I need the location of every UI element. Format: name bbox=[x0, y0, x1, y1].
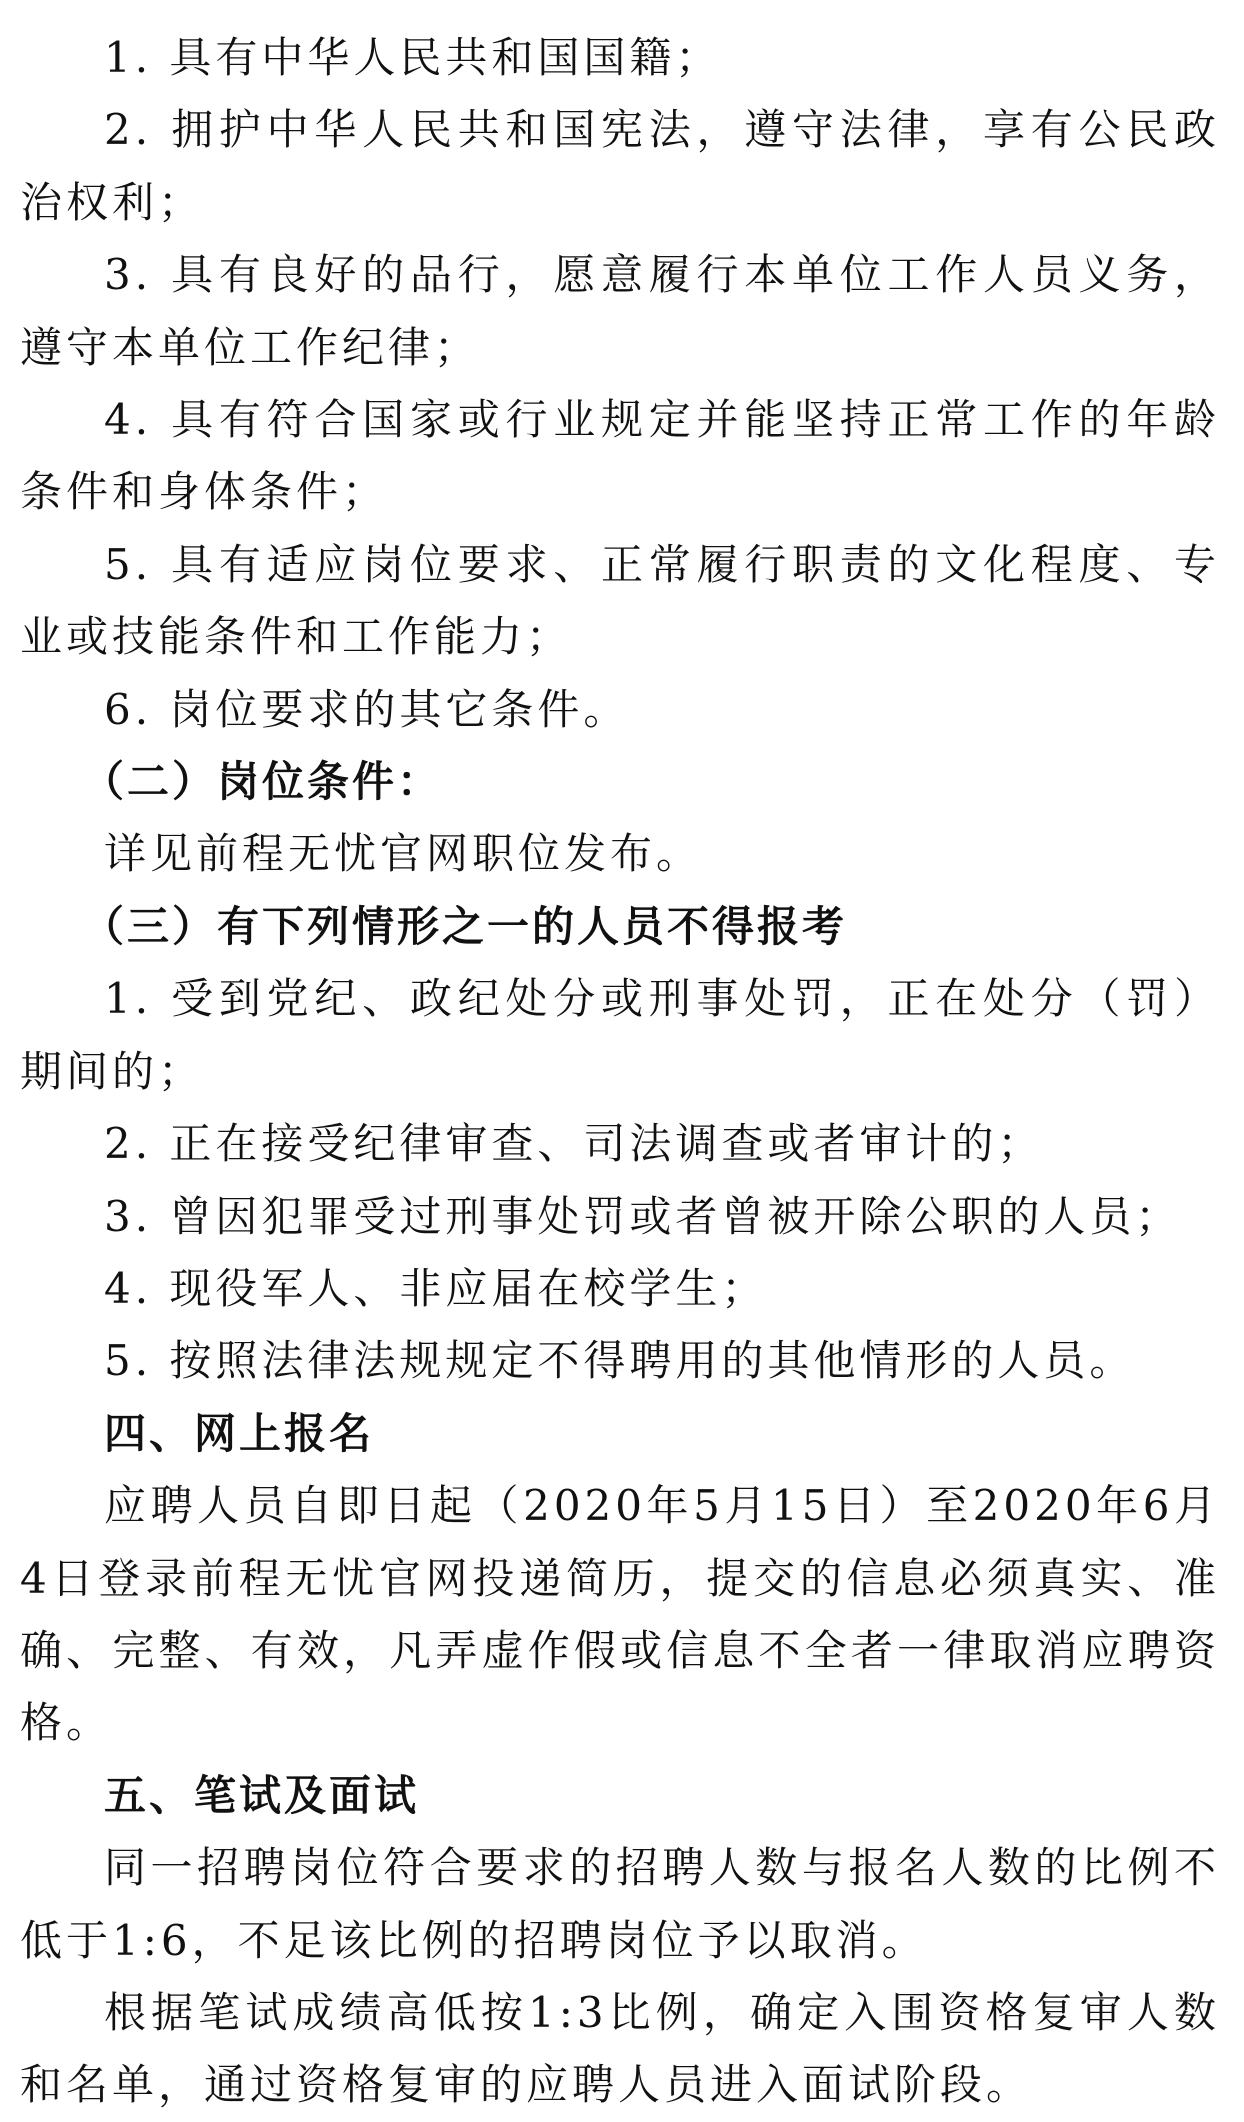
section-heading-exam-interview: 五、笔试及面试 bbox=[104, 1770, 420, 1820]
section-heading-post-conditions: （二）岗位条件： bbox=[82, 757, 443, 807]
exam-paragraph: 同一招聘岗位符合要求的招聘人数与报名人数的比例不低于1:6，不足该比例的招聘岗位予以取消。 bbox=[20, 1843, 1220, 1965]
requirement-item: 3. 具有良好的品行，愿意履行本单位工作人员义务，遵守本单位工作纪律； bbox=[20, 250, 1220, 372]
requirement-item: 5. 具有适应岗位要求、正常履行职责的文化程度、专业或技能条件和工作能力； bbox=[20, 539, 1220, 662]
online-registration-text: 应聘人员自即日起（2020年5月15日）至2020年6月4日登录前程无忧官网投递简历，提交的信息必须真实、准确、完整、有效，凡弄虚作假或信息不全者一律取消应聘资格。 bbox=[20, 1481, 1220, 1748]
requirement-item: 2. 拥护中华人民共和国宪法，遵守法律，享有公民政治权利； bbox=[20, 105, 1220, 227]
exclusion-item: 1. 受到党纪、政纪处分或刑事处罚，正在处分（罚）期间的； bbox=[20, 974, 1220, 1096]
exam-paragraph: 根据笔试成绩高低按1:3比例，确定入围资格复审人数和名单，通过资格复审的应聘人员进入面试阶段。 bbox=[20, 1987, 1220, 2110]
post-conditions-text: 详见前程无忧官网职位发布。 bbox=[104, 829, 703, 879]
section-heading-online-registration: 四、网上报名 bbox=[104, 1408, 375, 1458]
exclusion-item: 5. 按照法律法规规定不得聘用的其他情形的人员。 bbox=[104, 1336, 1136, 1386]
requirement-item: 4. 具有符合国家或行业规定并能坚持正常工作的年龄条件和身体条件； bbox=[20, 395, 1220, 517]
exclusion-item: 4. 现役军人、非应届在校学生； bbox=[104, 1263, 768, 1313]
requirement-item: 6. 岗位要求的其它条件。 bbox=[104, 684, 630, 734]
exclusion-item: 3. 曾因犯罪受过刑事处罚或者曾被开除公职的人员； bbox=[104, 1191, 1182, 1241]
section-heading-exclusions: （三）有下列情形之一的人员不得报考 bbox=[82, 901, 848, 951]
exclusion-item: 2. 正在接受纪律审查、司法调查或者审计的； bbox=[104, 1119, 1044, 1169]
requirement-item: 1. 具有中华人民共和国国籍； bbox=[104, 33, 722, 82]
